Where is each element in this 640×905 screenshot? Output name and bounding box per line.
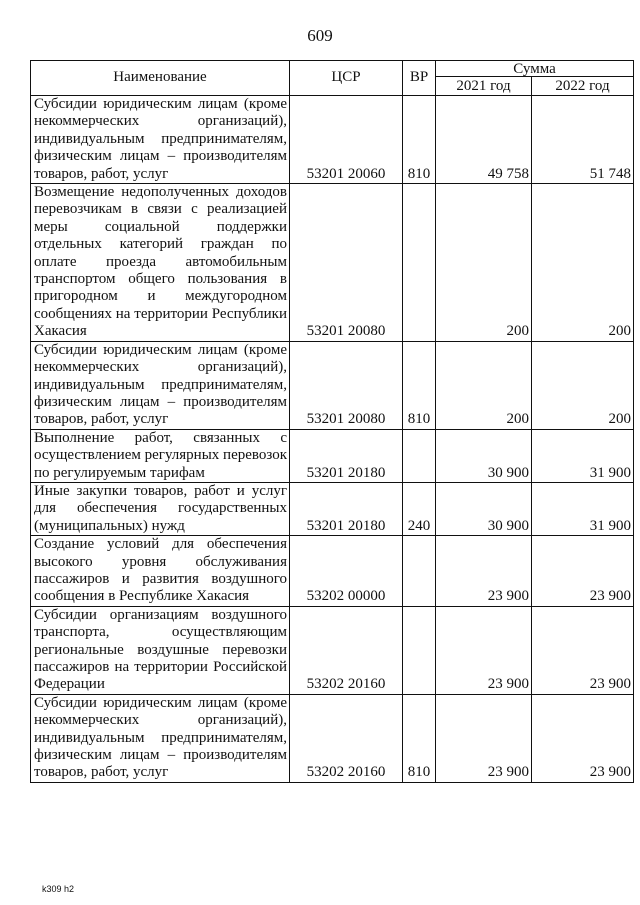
row-vr: 810 xyxy=(403,341,436,429)
row-sum-2021: 23 900 xyxy=(436,536,532,607)
table-row xyxy=(31,184,634,342)
row-vr: 240 xyxy=(403,482,436,535)
table-row xyxy=(31,482,634,535)
row-sum-2022: 23 900 xyxy=(532,694,634,782)
row-sum-2021: 30 900 xyxy=(436,482,532,535)
header-year-2022: 2022 год xyxy=(532,77,634,96)
header-year-2021: 2021 год xyxy=(436,77,532,96)
row-vr: 810 xyxy=(403,694,436,782)
table-header xyxy=(31,61,634,96)
budget-table xyxy=(30,60,634,783)
row-csr: 53201 20060 xyxy=(290,96,403,184)
table-row xyxy=(31,606,634,694)
row-name: Выполнение работ, связанных с осуществлением регулярных перевозок по регулируемым тарифам xyxy=(31,429,290,482)
row-sum-2021: 49 758 xyxy=(436,96,532,184)
table-row xyxy=(31,694,634,782)
row-csr: 53202 20160 xyxy=(290,606,403,694)
table-row xyxy=(31,429,634,482)
row-vr xyxy=(403,184,436,342)
table-row xyxy=(31,96,634,184)
row-name: Субсидии юридическим лицам (кроме некоммерческих организаций), индивидуальным предпринимателям, физическим лицам – производителям товаров, работ, услуг xyxy=(31,96,290,184)
row-vr xyxy=(403,536,436,607)
row-name: Иные закупки товаров, работ и услуг для обеспечения государственных (муниципальных) нужд xyxy=(31,482,290,535)
row-sum-2021: 23 900 xyxy=(436,694,532,782)
row-name: Субсидии юридическим лицам (кроме некоммерческих организаций), индивидуальным предпринимателям, физическим лицам – производителям товаров, работ, услуг xyxy=(31,341,290,429)
row-sum-2021: 200 xyxy=(436,341,532,429)
row-sum-2022: 23 900 xyxy=(532,606,634,694)
row-csr: 53202 20160 xyxy=(290,694,403,782)
row-sum-2021: 200 xyxy=(436,184,532,342)
footer-code: k309 h2 xyxy=(42,884,75,894)
header-sum: Сумма xyxy=(436,61,634,77)
row-vr: 810 xyxy=(403,96,436,184)
row-name: Субсидии юридическим лицам (кроме некоммерческих организаций), индивидуальным предпринимателям, физическим лицам – производителям товаров, работ, услуг xyxy=(31,694,290,782)
row-vr xyxy=(403,606,436,694)
row-sum-2022: 51 748 xyxy=(532,96,634,184)
row-sum-2022: 200 xyxy=(532,184,634,342)
row-name: Возмещение недополученных доходов перевозчикам в связи с реализацией меры социальной поддержки отдельных категорий граждан по оплате проезда автомобильным транспортом общего пользования в пригородном и междугородном сообщениях на территории Республики Хакасия xyxy=(31,184,290,342)
row-csr: 53201 20080 xyxy=(290,184,403,342)
row-sum-2021: 30 900 xyxy=(436,429,532,482)
row-csr: 53201 20180 xyxy=(290,482,403,535)
row-name: Создание условий для обеспечения высокого уровня обслуживания пассажиров и развития воздушного сообщения в Республике Хакасия xyxy=(31,536,290,607)
page-number: 609 xyxy=(307,26,333,45)
row-sum-2022: 200 xyxy=(532,341,634,429)
row-csr: 53201 20180 xyxy=(290,429,403,482)
table-row xyxy=(31,536,634,607)
row-sum-2021: 23 900 xyxy=(436,606,532,694)
row-name: Субсидии организациям воздушного транспорта, осуществляющим региональные воздушные перевозки пассажиров на территории Российской Федерации xyxy=(31,606,290,694)
row-sum-2022: 23 900 xyxy=(532,536,634,607)
row-csr: 53201 20080 xyxy=(290,341,403,429)
header-vr: ВР xyxy=(403,61,436,96)
header-name: Наименование xyxy=(31,61,290,96)
row-sum-2022: 31 900 xyxy=(532,429,634,482)
row-csr: 53202 00000 xyxy=(290,536,403,607)
row-vr xyxy=(403,429,436,482)
row-sum-2022: 31 900 xyxy=(532,482,634,535)
header-csr: ЦСР xyxy=(290,61,403,96)
table-row xyxy=(31,341,634,429)
